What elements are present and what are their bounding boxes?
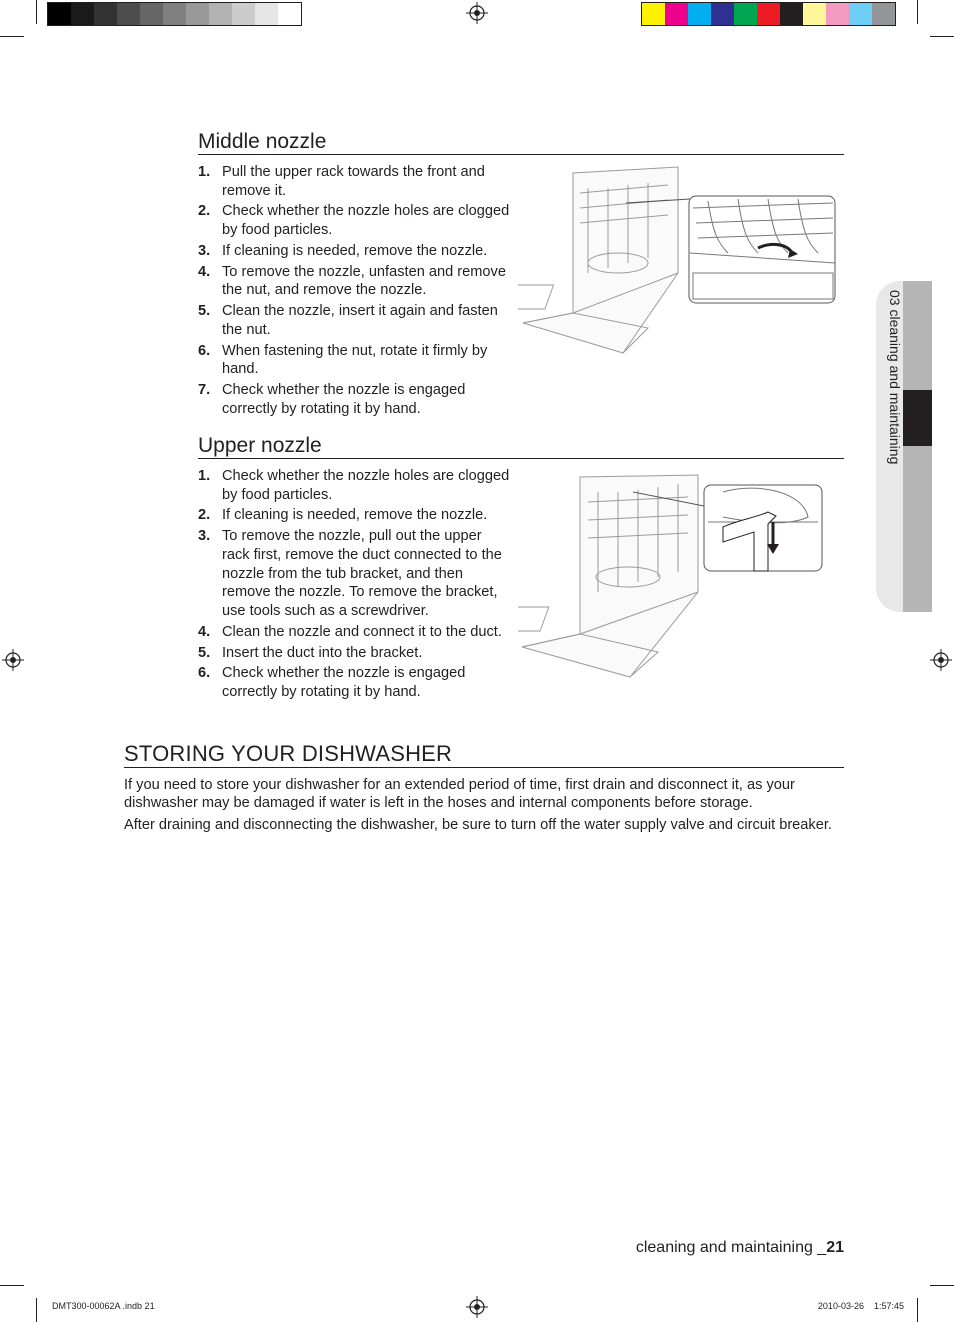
heading-rule [198, 458, 844, 459]
color-swatch [642, 3, 665, 25]
step-item [198, 664, 510, 701]
color-swatch [757, 3, 780, 25]
step-number: 7. [198, 382, 211, 399]
color-swatch [826, 3, 849, 25]
step-text: Check whether the nozzle holes are clogged by food particles. [222, 468, 510, 503]
step-text: Clean the nozzle and connect it to the duct. [222, 623, 502, 640]
step-item [198, 381, 510, 418]
chapter-label: 03 cleaning and maintaining [887, 290, 903, 465]
registration-mark-icon [2, 649, 24, 671]
color-swatch [48, 3, 71, 25]
step-item [198, 623, 510, 642]
color-swatch [872, 3, 895, 25]
step-number: 5. [198, 644, 211, 661]
step-item [198, 342, 510, 379]
color-swatch [209, 3, 232, 25]
step-number: 5. [198, 303, 211, 320]
registration-mark-icon [930, 649, 952, 671]
step-item [198, 467, 510, 504]
storing-paragraph-1: If you need to store your dishwasher for an extended period of time, first drain and disconnect it, as your dishwasher may be damaged if water is left in the hoses and internal components before storage. [124, 777, 795, 811]
file-slug: DMT300-00062A .indb 21 [52, 1301, 155, 1311]
crop-mark [930, 36, 954, 37]
step-number: 3. [198, 528, 211, 545]
step-text: Check whether the nozzle holes are clogged by food particles. [222, 203, 510, 239]
step-text: When fastening the nut, rotate it firmly by hand. [222, 342, 488, 378]
crop-mark [36, 0, 37, 24]
color-swatch [186, 3, 209, 25]
color-swatch [232, 3, 255, 25]
step-number: 1. [198, 468, 211, 484]
step-number: 6. [198, 665, 211, 682]
dishwasher-upper-nozzle-illustration [518, 472, 824, 680]
color-swatch [688, 3, 711, 25]
step-number: 3. [198, 242, 211, 259]
step-text: Clean the nozzle, insert it again and fasten the nut. [222, 303, 498, 338]
step-item [198, 302, 510, 339]
color-swatch [94, 3, 117, 25]
timestamp-slug: 2010-03-26 1:57:45 [817, 1301, 904, 1311]
step-item [198, 263, 510, 300]
step-text: To remove the nozzle, unfasten and remove the nut, and remove the nozzle. [222, 263, 506, 299]
chapter-tab-marker [903, 390, 932, 446]
color-swatch [163, 3, 186, 25]
step-number: 6. [198, 342, 211, 359]
crop-mark [0, 36, 24, 37]
page-number: 21 [826, 1239, 844, 1256]
crop-mark [36, 1298, 37, 1322]
color-swatch [734, 3, 757, 25]
step-text: Pull the upper rack towards the front and remove it. [222, 164, 485, 199]
step-item [198, 202, 510, 239]
upper-nozzle-steps [198, 467, 510, 704]
storing-heading: STORING YOUR DISHWASHER [124, 741, 453, 766]
crop-mark [0, 1285, 24, 1286]
color-swatch [849, 3, 872, 25]
color-swatch [255, 3, 278, 25]
step-item [198, 527, 510, 620]
dishwasher-middle-nozzle-illustration [518, 163, 840, 355]
step-text: Insert the duct into the bracket. [222, 644, 423, 661]
step-number: 2. [198, 507, 211, 524]
crop-mark [930, 1285, 954, 1286]
step-text: Check whether the nozzle is engaged correctly by rotating it by hand. [222, 382, 466, 417]
grayscale-color-bar [47, 2, 302, 26]
step-text: If cleaning is needed, remove the nozzle. [222, 242, 488, 259]
color-swatch [665, 3, 688, 25]
step-item [198, 506, 510, 525]
step-number: 1. [198, 164, 211, 180]
process-color-bar [641, 2, 896, 26]
step-item [198, 242, 510, 261]
color-swatch [803, 3, 826, 25]
registration-mark-icon [466, 2, 488, 24]
upper-nozzle-heading: Upper nozzle [198, 434, 322, 457]
step-number: 2. [198, 203, 211, 220]
color-swatch [71, 3, 94, 25]
step-text: If cleaning is needed, remove the nozzle. [222, 507, 488, 524]
chapter-tab-strip [903, 281, 932, 612]
color-swatch [278, 3, 301, 25]
color-swatch [140, 3, 163, 25]
page-footer [636, 1239, 844, 1257]
heading-rule [124, 767, 844, 768]
step-item [198, 644, 510, 663]
crop-mark [917, 0, 918, 24]
middle-nozzle-heading: Middle nozzle [198, 130, 327, 153]
color-swatch [117, 3, 140, 25]
registration-mark-icon [466, 1296, 488, 1318]
color-swatch [711, 3, 734, 25]
step-number: 4. [198, 263, 211, 280]
step-number: 4. [198, 623, 211, 640]
color-swatch [780, 3, 803, 25]
middle-nozzle-steps [198, 163, 510, 421]
heading-rule [198, 154, 844, 155]
crop-mark [917, 1298, 918, 1322]
storing-paragraph-2: After draining and disconnecting the dishwasher, be sure to turn off the water supply valve and circuit breaker. [124, 817, 832, 833]
footer-section: cleaning and maintaining _ [635, 1239, 827, 1256]
step-text: Check whether the nozzle is engaged correctly by rotating it by hand. [222, 665, 466, 701]
step-text: To remove the nozzle, pull out the upper rack first, remove the duct connected to the nozzle from the tub bracket, and then remove the nozzle. To remove the bracket, use tools such as a screwdriver. [222, 528, 502, 619]
step-item [198, 163, 510, 200]
